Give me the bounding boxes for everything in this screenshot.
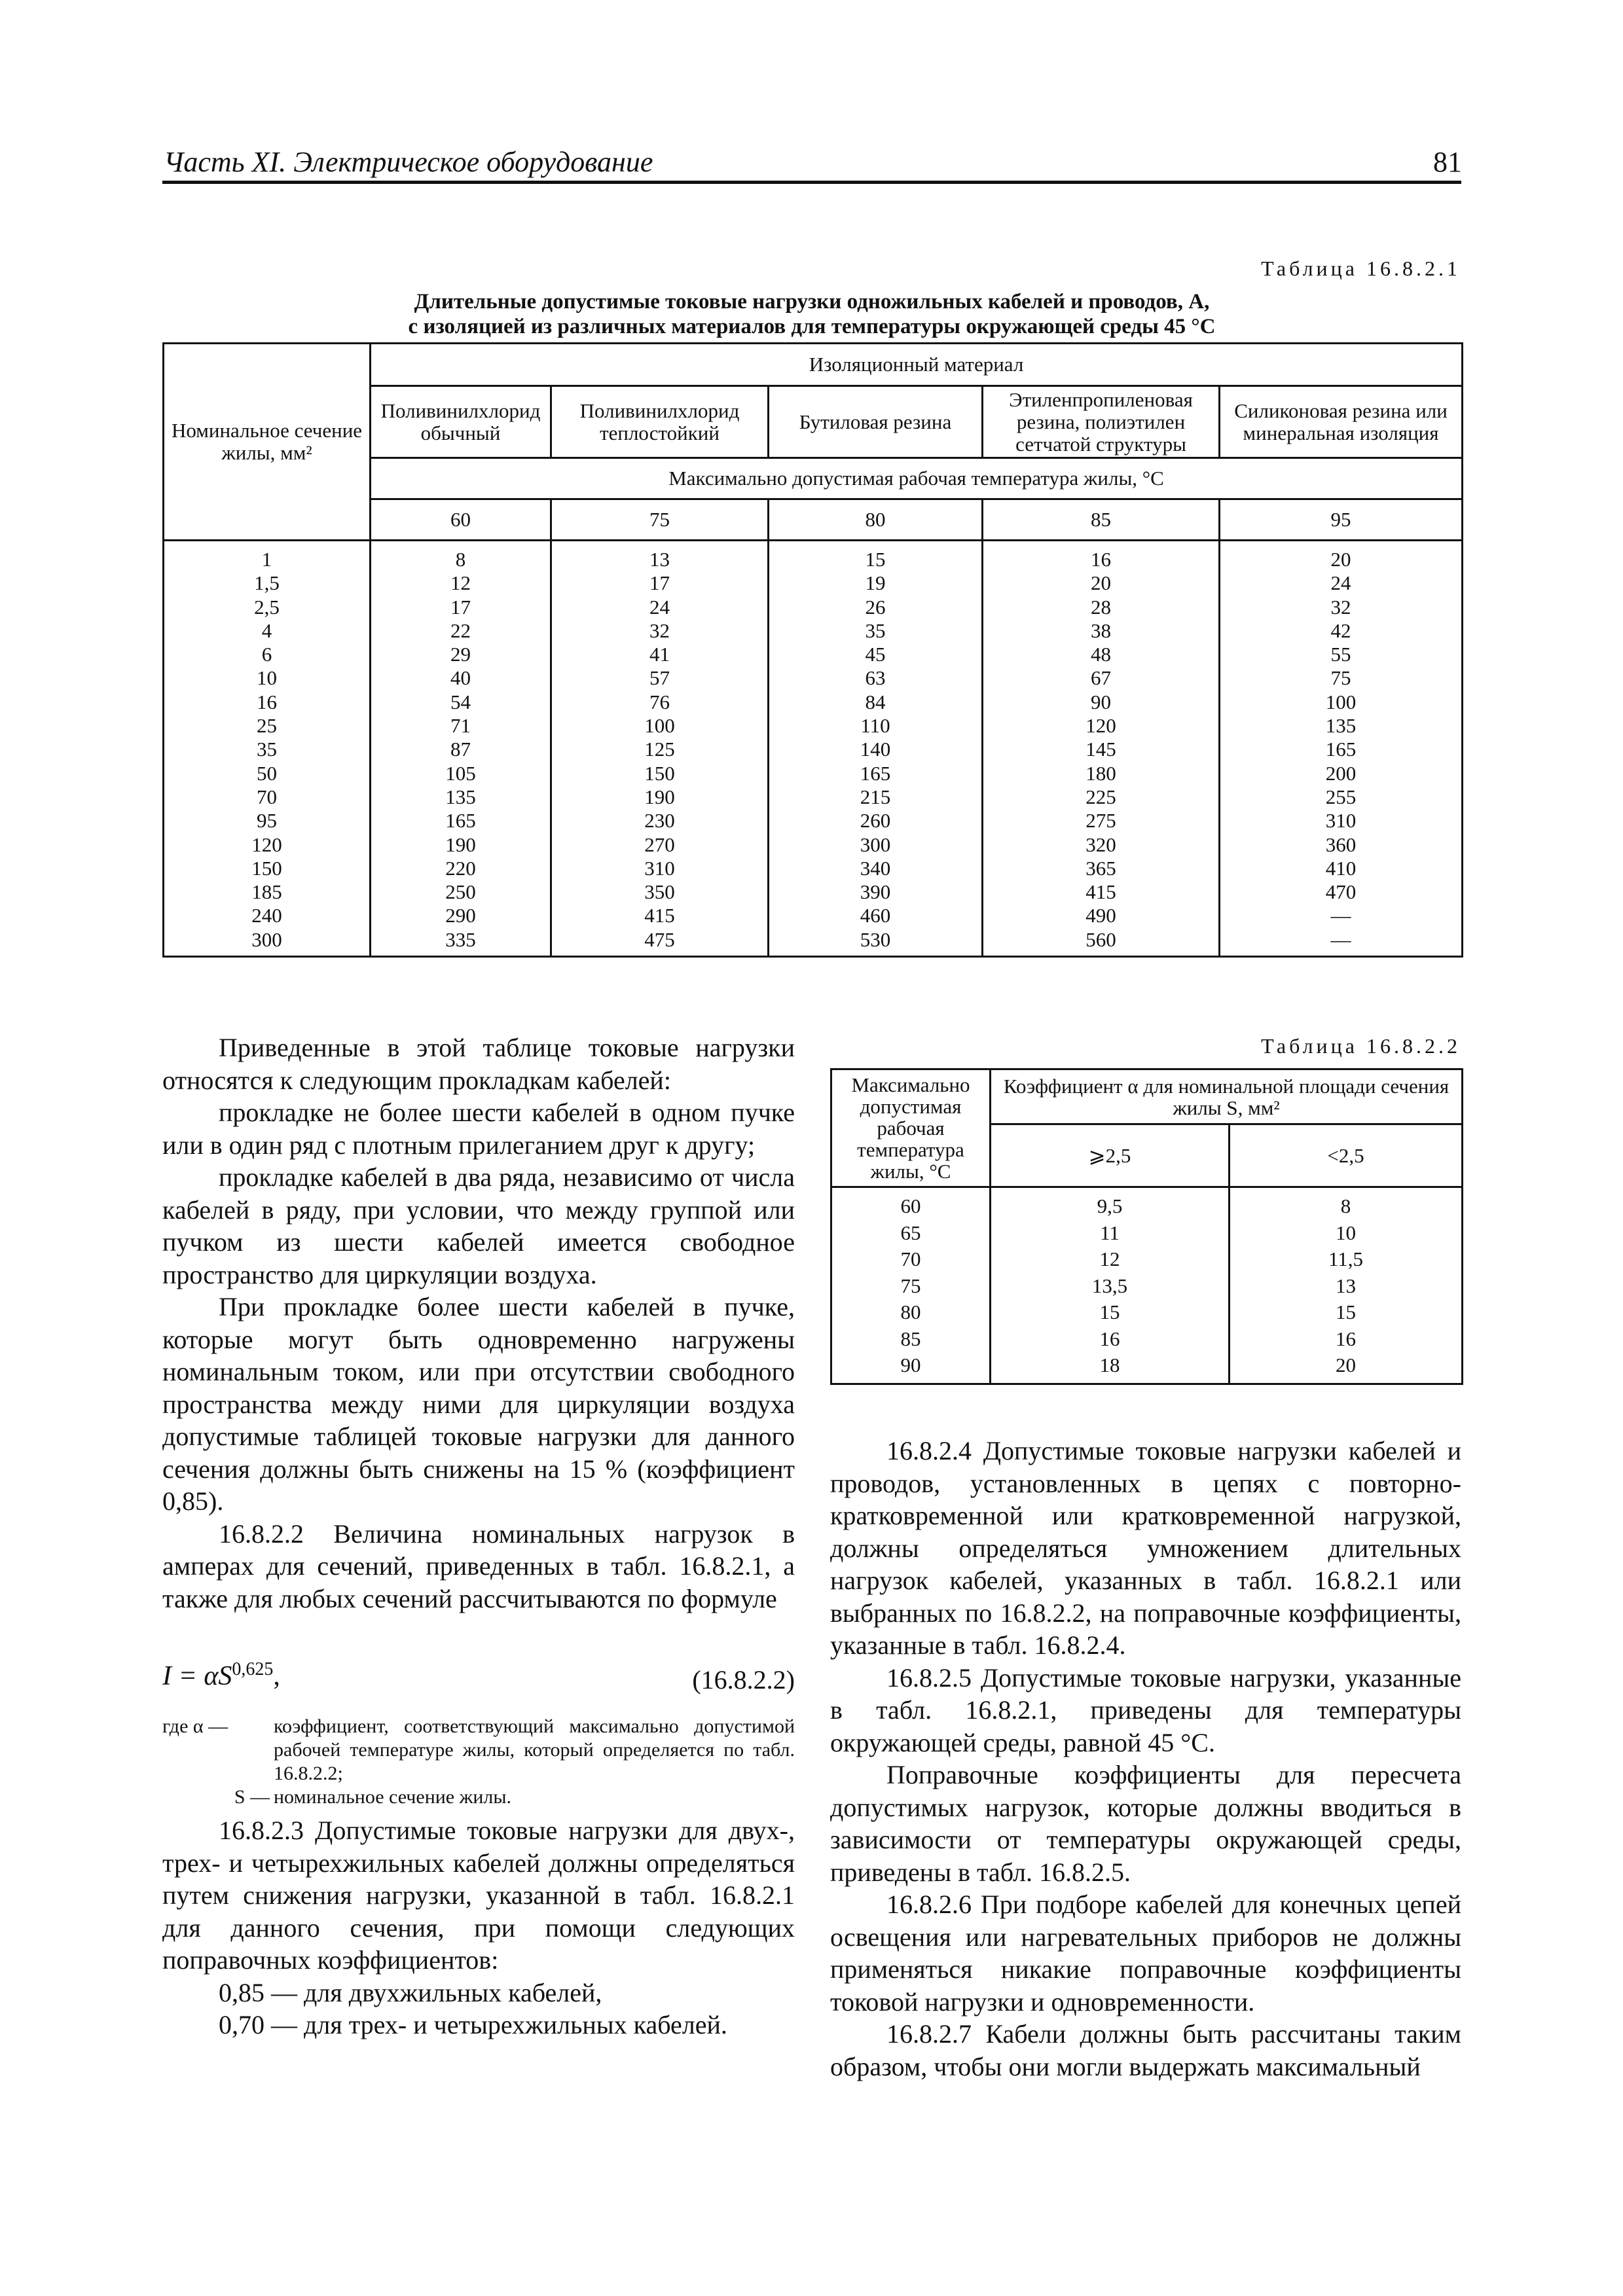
table-cell-value: 360 [1325,833,1357,856]
paragraph: Приведенные в этой таблице токовые нагрузки относятся к следующим прокладкам кабелей: [162,1033,795,1095]
paragraph: 16.8.2.2 Величина номинальных нагрузок в амперах для сечений, приведенных в табл. 16.8.2.1, а также для любых сечений рассчитываются по формуле [162,1518,795,1613]
table-cell-value: — [1330,904,1351,927]
paragraph: 0,85 — для двухжильных кабелей, [219,1977,602,2007]
table-cell-value: 25 [257,714,277,738]
table-cell-value: 15 [1336,1300,1356,1323]
table1-header-material: Поливинилхлорид обычный [371,386,551,458]
table-cell-value: 460 [860,904,891,927]
table-cell-value: 8 [455,548,466,571]
page-number: 81 [1433,146,1462,178]
paragraph: 16.8.2.6 При подборе кабелей для конечных цепей освещения или нагревательных приборов не должны применяться никакие поправочные коэффициенты токовой нагрузки и одновременности. [830,1890,1461,2017]
table2-header-ge: ⩾2,5 [991,1124,1230,1187]
table1-column-values [769,541,983,957]
table-cell-value: 310 [644,856,675,880]
table-cell-value: 135 [1325,714,1357,738]
table-cell-value: 41 [649,643,670,666]
table-cell-value: 50 [257,761,277,785]
table2-column-ge [991,1187,1230,1384]
table-cell-value: 12 [450,571,471,595]
table-cell-value: 76 [649,690,670,713]
table-cell-value: 410 [1325,856,1357,880]
table-cell-value: 55 [1330,643,1351,666]
paragraph: прокладке кабелей в два ряда, независимо от числа кабелей в ряду, при условии, что между группой или пучком из шести кабелей имеется свободное пространство для циркуляции воздуха. [162,1162,795,1289]
formula-number: (16.8.2.2) [692,1665,795,1695]
table-cell-value: 18 [1099,1354,1120,1376]
table-cell-value: 13 [1336,1274,1356,1297]
table1-header-material: Этиленпропиленовая резина, полиэтилен сетчатой структуры [983,386,1220,458]
table-cell-value: 38 [1091,619,1111,642]
table-cell-value: 85 [900,1327,921,1350]
table2-label: Таблица 16.8.2.2 [1261,1034,1461,1058]
table1-column-values [371,541,551,957]
table-cell-value: 67 [1091,666,1111,690]
table-cell-value: 225 [1085,785,1116,808]
table-cell-value: 63 [865,666,886,690]
table-cell-value: 24 [1330,571,1351,595]
legend-alpha-text: коэффициент, соответствующий максимально допустимой рабочей температуре жилы, который определяется по табл. 16.8.2.2; [274,1715,795,1784]
table-cell-value: 42 [1330,619,1351,642]
table-cell-value: 26 [865,595,886,619]
table-cell-value: 84 [865,690,886,713]
table-cell-value: 180 [1085,761,1116,785]
table-cell-value: 24 [649,595,670,619]
table-cell-value: 120 [1085,714,1116,738]
table-cell-value: 35 [257,738,277,761]
table-cell-value: 75 [1330,666,1351,690]
table-cell-value: 16 [1091,548,1111,571]
table-cell-value: 15 [865,548,886,571]
table2-header-lt: <2,5 [1230,1124,1463,1187]
table1-header-insulation: Изоляционный материал [371,344,1463,386]
table-cell-value: 20 [1330,548,1351,571]
table1-caption-line2: с изоляцией из различных материалов для температуры окружающей среды 45 °С [408,315,1216,338]
table-cell-value: 255 [1325,785,1357,808]
table-cell-value: 310 [1325,809,1357,833]
table-cell-value: 340 [860,856,891,880]
table-cell-value: 48 [1091,643,1111,666]
legend-s [162,1785,795,1809]
left-column-text-2 [162,1814,795,2041]
table-cell-value: 60 [900,1194,921,1217]
table1-header-material: Бутиловая резина [769,386,983,458]
table-cell-value: 70 [257,785,277,808]
table-cell-value: 100 [644,714,675,738]
table-cell-value: 390 [860,880,891,904]
table1-column-sections [164,541,371,957]
table-cell-value: 70 [900,1247,921,1270]
table-cell-value: 19 [865,571,886,595]
table-cell-value: 275 [1085,809,1116,833]
table2-column-temps [831,1187,991,1384]
table-cell-value: 150 [251,856,282,880]
table-cell-value: 65 [900,1221,921,1244]
table-cell-value: 11,5 [1328,1247,1364,1270]
table-cell-value: 10 [1336,1221,1356,1244]
legend-alpha [162,1715,795,1785]
table-cell-value: — [1330,927,1351,951]
legend-s-symbol: S — [234,1786,270,1808]
paragraph: При прокладке более шести кабелей в пучке, которые могут быть одновременно нагружены номинальным током, или при отсутствии свободного пространства между ними для циркуляции воздуха допустимые таблицей токовые нагрузки для данного сечения должны быть снижены на 15 % (коэффициент 0,85). [162,1292,795,1516]
table-cell-value: 54 [450,690,471,713]
table-cell-value: 9,5 [1097,1194,1123,1217]
table1-header-temp: 60 [371,499,551,541]
table-cell-value: 290 [445,904,476,927]
table-cell-value: 470 [1325,880,1357,904]
table-cell-value: 40 [450,666,471,690]
table-cell-value: 260 [860,809,891,833]
table-cell-value: 250 [445,880,476,904]
table1-column-values [983,541,1220,957]
table1-column-values [1220,541,1463,957]
header-rule [162,181,1461,184]
formula-lhs: I = αS [162,1661,232,1691]
table-cell-value: 71 [450,714,471,738]
table-cell-value: 75 [900,1274,921,1297]
table-cell-value: 32 [1330,595,1351,619]
table1-header-material: Поливинилхлорид теплостойкий [551,386,769,458]
table-cell-value: 165 [860,761,891,785]
table-cell-value: 95 [257,809,277,833]
right-column-text [830,1435,1461,2083]
table-cell-value: 90 [1091,690,1111,713]
paragraph: 16.8.2.5 Допустимые токовые нагрузки, указанные в табл. 16.8.2.1, приведены для температуры окружающей среды, равной 45 °С. [830,1662,1461,1757]
legend-s-text: номинальное сечение жилы. [274,1786,512,1808]
table1-header-temperature: Максимально допустимая рабочая температура жилы, °С [371,458,1463,499]
table1-header-material: Силиконовая резина или минеральная изоляция [1220,386,1463,458]
table-cell-value: 415 [1085,880,1116,904]
table-cell-value: 80 [900,1300,921,1323]
table-cell-value: 270 [644,833,675,856]
table-cell-value: 300 [251,927,282,951]
table-cell-value: 12 [1099,1247,1120,1270]
table-cell-value: 17 [450,595,471,619]
table-cell-value: 215 [860,785,891,808]
table-cell-value: 13,5 [1091,1274,1128,1297]
paragraph: прокладке не более шести кабелей в одном пучке или в один ряд с плотным прилеганием друг к другу; [162,1098,795,1160]
left-column-text [162,1031,795,1615]
paragraph: 16.8.2.3 Допустимые токовые нагрузки для двух-, трех- и четырехжильных кабелей должны определяться путем снижения нагрузки, указанной в табл. 16.8.2.1 для данного сечения, при помощи следующих поправочных коэффициентов: [162,1816,795,1975]
table-cell-value: 87 [450,738,471,761]
running-header-title: Часть XI. Электрическое оборудование [164,146,653,178]
table-cell-value: 230 [644,809,675,833]
table-cell-value: 35 [865,619,886,642]
table-cell-value: 335 [445,927,476,951]
table-cell-value: 190 [445,833,476,856]
table-cell-value: 16 [1099,1327,1120,1350]
table-cell-value: 135 [445,785,476,808]
table-cell-value: 90 [900,1354,921,1376]
table-cell-value: 415 [644,904,675,927]
table1-header-section: Номинальное сечение жилы, мм² [164,344,371,541]
table-cell-value: 45 [865,643,886,666]
table-cell-value: 11 [1100,1221,1120,1244]
table-cell-value: 350 [644,880,675,904]
table-cell-value: 4 [261,619,272,642]
table-cell-value: 100 [1325,690,1357,713]
table1-header-temp: 80 [769,499,983,541]
table-cell-value: 57 [649,666,670,690]
table-cell-value: 200 [1325,761,1357,785]
table-cell-value: 165 [1325,738,1357,761]
formula-tail: , [273,1661,280,1691]
table-cell-value: 110 [860,714,890,738]
table-cell-value: 32 [649,619,670,642]
table-cell-value: 8 [1340,1194,1351,1217]
table-cell-value: 105 [445,761,476,785]
table-cell-value: 1 [261,548,272,571]
table-cell-value: 240 [251,904,282,927]
table1-column-values [551,541,769,957]
table2-header-temp: Максимально допустимая рабочая температура жилы, °С [831,1069,991,1187]
legend-alpha-symbol: где α — [162,1715,228,1737]
table-cell-value: 20 [1091,571,1111,595]
table1-caption-line1: Длительные допустимые токовые нагрузки одножильных кабелей и проводов, А, [414,290,1210,314]
table-cell-value: 220 [445,856,476,880]
table2-header-coeff: Коэффициент α для номинальной площади сечения жилы S, мм² [991,1069,1463,1124]
paragraph: 16.8.2.4 Допустимые токовые нагрузки кабелей и проводов, установленных в цепях с повторно-кратковременной или кратковременной нагрузкой, должны определяться умножением длительных нагрузок кабелей, указанных в табл. 16.8.2.1 или выбранных по 16.8.2.2, на поправочные коэффициенты, указанные в табл. 16.8.2.4. [830,1436,1461,1660]
table-cell-value: 16 [257,690,277,713]
table-cell-value: 13 [649,548,670,571]
table-cell-value: 15 [1099,1300,1120,1323]
table-cell-value: 185 [251,880,282,904]
table-cell-value: 17 [649,571,670,595]
table-cell-value: 140 [860,738,891,761]
table-cell-value: 22 [450,619,471,642]
table-cell-value: 125 [644,738,675,761]
table-cell-value: 320 [1085,833,1116,856]
table1-label: Таблица 16.8.2.1 [1261,257,1461,280]
table1-header-temp: 75 [551,499,769,541]
table-cell-value: 490 [1085,904,1116,927]
table-cell-value: 150 [644,761,675,785]
table-cell-value: 10 [257,666,277,690]
paragraph: 16.8.2.7 Кабели должны быть рассчитаны таким образом, чтобы они могли выдержать максимальный [830,2019,1461,2081]
formula-exponent: 0,625 [232,1659,274,1679]
table-cell-value: 29 [450,643,471,666]
table1-header-temp: 85 [983,499,1220,541]
table2-column-lt [1230,1187,1463,1384]
table-cell-value: 120 [251,833,282,856]
table-cell-value: 190 [644,785,675,808]
table-cell-value: 28 [1091,595,1111,619]
table-cell-value: 475 [644,927,675,951]
table1-header-temp: 95 [1220,499,1463,541]
paragraph: Поправочные коэффициенты для пересчета допустимых нагрузок, которые должны вводиться в зависимости от температуры окружающей среды, приведены в табл. 16.8.2.5. [830,1760,1461,1887]
table-cell-value: 165 [445,809,476,833]
formula-legend [162,1715,795,1809]
table-cell-value: 530 [860,927,891,951]
table-cell-value: 20 [1336,1354,1356,1376]
table-cell-value: 300 [860,833,891,856]
table-cell-value: 6 [261,643,272,666]
table-cell-value: 145 [1085,738,1116,761]
table-cell-value: 2,5 [254,595,280,619]
table1-caption [162,289,1461,339]
formula-expression [162,1659,280,1692]
paragraph: 0,70 — для трех- и четырехжильных кабелей. [219,2010,727,2039]
table2 [830,1068,1463,1385]
table-cell-value: 16 [1336,1327,1356,1350]
table-cell-value: 365 [1085,856,1116,880]
table-cell-value: 560 [1085,927,1116,951]
table-cell-value: 1,5 [254,571,280,595]
table1 [162,342,1463,958]
